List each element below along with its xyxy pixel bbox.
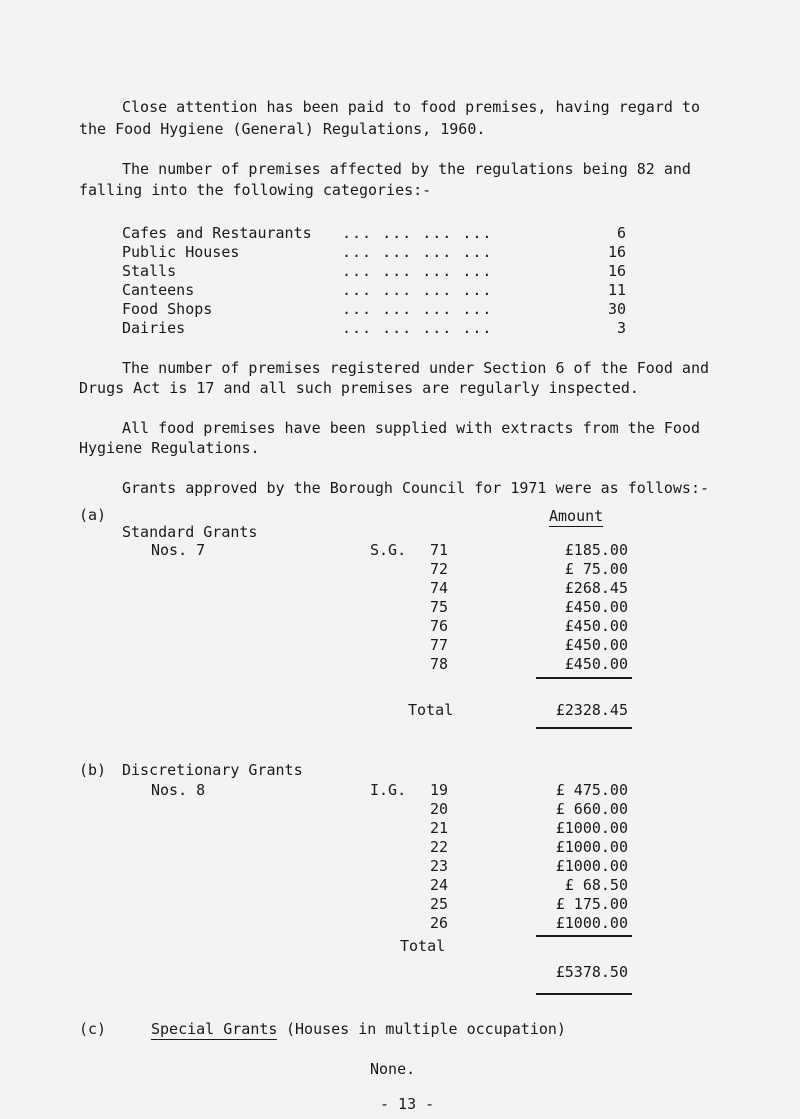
grant-amount: £1000.00 (555, 914, 628, 932)
grant-number: 21 (429, 819, 448, 837)
section-title: Standard Grants (122, 523, 258, 541)
page-number: - 13 - (380, 1095, 435, 1113)
category-name: Cafes and Restaurants (122, 224, 312, 242)
category-count: 30 (607, 300, 626, 318)
grant-amount: £ 475.00 (555, 781, 628, 799)
intro-line-3: The number of premises affected by the regulations being 82 and (122, 160, 691, 178)
grant-number: 74 (429, 579, 448, 597)
intro-line-1: Close attention has been paid to food premises, having regard to (122, 98, 700, 116)
grant-number: 78 (429, 655, 448, 673)
grant-number: 77 (429, 636, 448, 654)
amount-header: Amount (549, 507, 604, 525)
grant-amount: £450.00 (564, 598, 628, 616)
category-dots: ... ... ... ... (342, 281, 493, 299)
subtotal-rule (536, 935, 632, 937)
category-name: Canteens (122, 281, 195, 299)
grant-amount: £ 75.00 (564, 560, 628, 578)
grants-intro: Grants approved by the Borough Council for 1971 were as follows:- (122, 479, 709, 497)
total-rule (536, 727, 632, 729)
grant-amount: £1000.00 (555, 838, 628, 856)
category-count: 6 (616, 224, 626, 242)
total-label: Total (408, 701, 454, 719)
category-dots: ... ... ... ... (342, 224, 493, 242)
supply-line-1: All food premises have been supplied with extracts from the Food (122, 419, 700, 437)
section-note: (Houses in multiple occupation) (286, 1020, 566, 1038)
supply-line-2: Hygiene Regulations. (79, 439, 260, 457)
drugs-act-line-2: Drugs Act is 17 and all such premises are regularly inspected. (79, 379, 639, 397)
section-label: (c) (79, 1020, 107, 1038)
category-count: 16 (607, 262, 626, 280)
grant-number: 25 (429, 895, 448, 913)
grant-prefix: I.G. (370, 781, 407, 799)
grant-count: Nos. 8 (151, 781, 206, 799)
grant-number: 76 (429, 617, 448, 635)
subtotal-rule (536, 677, 632, 679)
grant-number: 23 (429, 857, 448, 875)
category-name: Food Shops (122, 300, 213, 318)
category-name: Stalls (122, 262, 177, 280)
grant-amount: £ 660.00 (555, 800, 628, 818)
category-dots: ... ... ... ... (342, 262, 493, 280)
total-rule (536, 993, 632, 995)
grant-count: Nos. 7 (151, 541, 206, 559)
grant-number: 71 (429, 541, 448, 559)
category-dots: ... ... ... ... (342, 319, 493, 337)
total-amount: £5378.50 (555, 963, 628, 981)
drugs-act-line-1: The number of premises registered under Section 6 of the Food and (122, 359, 709, 377)
grant-amount: £450.00 (564, 655, 628, 673)
category-count: 3 (616, 319, 626, 337)
grant-number: 22 (429, 838, 448, 856)
grant-amount: £268.45 (564, 579, 628, 597)
total-label: Total (400, 937, 446, 955)
grant-number: 19 (429, 781, 448, 799)
intro-line-4: falling into the following categories:- (79, 181, 432, 199)
category-dots: ... ... ... ... (342, 243, 493, 261)
grant-amount: £185.00 (564, 541, 628, 559)
grant-number: 72 (429, 560, 448, 578)
intro-line-2: the Food Hygiene (General) Regulations, 1960. (79, 120, 486, 138)
section-title: Special Grants (151, 1020, 278, 1038)
section-title: Discretionary Grants (122, 761, 303, 779)
grant-number: 26 (429, 914, 448, 932)
grant-number: 75 (429, 598, 448, 616)
grant-number: 24 (429, 876, 448, 894)
category-dots: ... ... ... ... (342, 300, 493, 318)
grant-amount: £1000.00 (555, 819, 628, 837)
category-name: Dairies (122, 319, 186, 337)
grant-amount: £450.00 (564, 617, 628, 635)
grant-prefix: S.G. (370, 541, 407, 559)
category-count: 16 (607, 243, 626, 261)
grant-number: 20 (429, 800, 448, 818)
category-count: 11 (607, 281, 626, 299)
grant-amount: £ 175.00 (555, 895, 628, 913)
section-label: (b) (79, 761, 107, 779)
grant-amount: £ 68.50 (564, 876, 628, 894)
total-amount: £2328.45 (555, 701, 628, 719)
grant-amount: £1000.00 (555, 857, 628, 875)
grant-amount: £450.00 (564, 636, 628, 654)
category-name: Public Houses (122, 243, 240, 261)
section-value: None. (370, 1060, 416, 1078)
section-label: (a) (79, 506, 107, 524)
